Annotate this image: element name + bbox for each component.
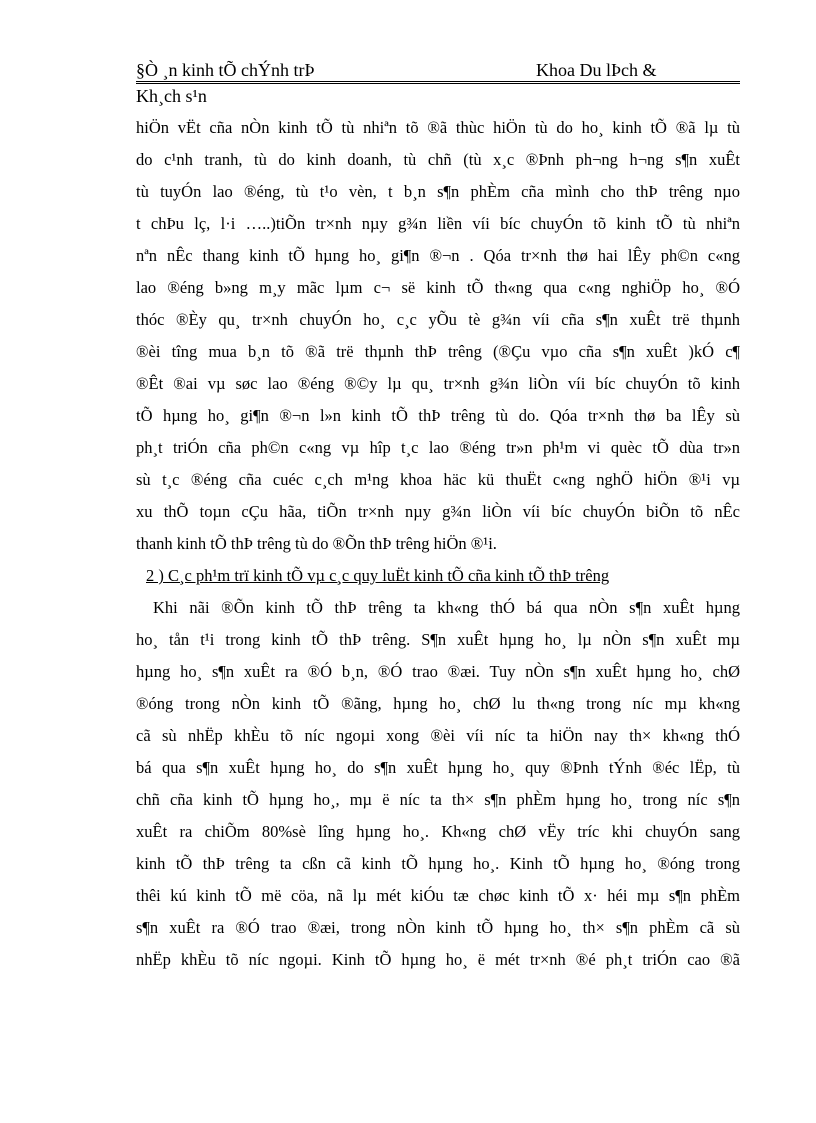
text-line: xu thÕ toµn cÇu hãa, tiÕn tr×nh nµy g¾n liÒn víi bíc chuyÓn biÕn tõ nÊc (136, 502, 740, 521)
text-line: bá qua s¶n xuÊt hµng ho¸ do s¶n xuÊt hµng ho¸ quy ®Þnh tÝnh ®éc lËp, tù (136, 758, 740, 777)
text-line: ®óng trong nÒn kinh tÕ ®ãng, hµng ho¸ chØ lu th«ng trong níc mµ kh«ng (136, 694, 740, 713)
text-line: ®èi tîng mua b¸n tõ ®ã trë thµnh thÞ trêng (®Çu vµo cña s¶n xuÊt )kÓ c¶ (136, 342, 740, 361)
text-line: do c¹nh tranh, tù do kinh doanh, tù chñ (tù x¸c ®Þnh ph¬ng h¬ng s¶n xuÊt (136, 150, 740, 169)
text-line: hiÖn vËt cña nÒn kinh tÕ tù nhiªn tõ ®ã thùc hiÖn tù do ho¸ kinh tÕ ®ã lµ tù (136, 118, 740, 137)
text-line: ®Êt ®ai vµ søc lao ®éng ®©y lµ qu¸ tr×nh g¾n liÒn víi bíc chuyÓn tõ kinh (136, 374, 740, 393)
header-department: Khoa Du lÞch & (536, 60, 657, 80)
text-line: thanh kinh tÕ thÞ trêng tù do ®Õn thÞ trêng hiÖn ®¹i. (136, 534, 497, 553)
text-line: nªn nÊc thang kinh tÕ hµng ho¸ gi¶n ®¬n . Qóa tr×nh thø hai lÊy ph©n c«ng (136, 246, 740, 265)
text-line: tù tuyÓn lao ®éng, tù t¹o vèn, t b¸n s¶n phÈm cña mình cho thÞ trêng nµo (136, 182, 740, 201)
text-line: tÕ hµng ho¸ gi¶n ®¬n l»n kinh tÕ thÞ trêng tù do. Qóa tr×nh thø ba lÊy sù (136, 406, 740, 425)
text-line: t chÞu lç, l·i …..)tiÕn tr×nh nµy g¾n liền víi bíc chuyÓn tõ kinh tÕ tù nhiªn (136, 214, 740, 233)
text-line: hµng ho¸ s¶n xuÊt ra ®Ó b¸n, ®Ó trao ®æi. Tuy nÒn s¶n xuÊt hµng ho¸ chØ (136, 662, 740, 681)
text-line: ho¸ tån t¹i trong kinh tÕ thÞ trêng. S¶n xuÊt hµng ho¸ lµ nÒn s¶n xuÊt mµ (136, 630, 740, 649)
text-line: thêi kú kinh tÕ më cöa, nã lµ mét kiÓu tæ chøc kinh tÕ x· héi mµ s¶n phÈm (136, 886, 740, 905)
text-line: nhËp khÈu tõ níc ngoµi. Kinh tÕ hµng ho¸ ë mét tr×nh ®é ph¸t triÓn cao ®ã (136, 950, 740, 969)
text-line: cã sù nhËp khÈu tõ níc ngoµi xong ®èi víi níc ta hiÖn nay th× kh«ng thÓ (136, 726, 740, 745)
text-line: thóc ®Èy qu¸ tr×nh chuyÓn ho¸ c¸c yÕu tè g¾n víi cña s¶n xuÊt trë thµnh (136, 310, 740, 329)
text-line: chñ cña kinh tÕ hµng ho¸, mµ ë níc ta th× s¶n phÈm hµng ho¸ trong níc s¶n (136, 790, 740, 809)
header-department-continued: Kh¸ch s¹n (136, 86, 207, 106)
text-line: kinh tÕ thÞ trêng ta cßn cã kinh tÕ hµng ho¸. Kinh tÕ hµng ho¸ ®óng trong (136, 854, 740, 873)
header-rule-second (136, 83, 740, 84)
paragraph-first-line: Khi nãi ®Õn kinh tÕ thÞ trêng ta kh«ng thÓ bá qua nÒn s¶n xuÊt hµng (153, 598, 740, 617)
header-title: §Ò ¸n kinh tÕ chÝnh trÞ (136, 60, 315, 80)
text-line: lao ®éng b»ng m¸y mãc lµm c¬ së kinh tÕ th«ng qua c«ng nghiÖp ho¸ ®Ó (136, 278, 740, 297)
text-line: ph¸t triÓn cña ph©n c«ng vµ hîp t¸c lao ®éng tr»n ph¹m vi quèc tÕ dùa tr»n (136, 438, 740, 457)
text-line: s¶n xuÊt ra ®Ó trao ®æi, trong nÒn kinh tÕ hµng ho¸ th× s¶n phÈm cã sù (136, 918, 740, 937)
text-line: xuÊt ra chiÕm 80%sè lîng hµng ho¸. Kh«ng chØ vËy tríc khi chuyÓn sang (136, 822, 740, 841)
header-rule (136, 81, 740, 82)
section-heading: 2 ) C¸c ph¹m trï kinh tÕ vµ c¸c quy luËt kinh tÕ cña kinh tÕ thÞ trêng (146, 566, 610, 585)
text-line: sù t¸c ®éng cña cuéc c¸ch m¹ng khoa häc kü thuËt c«ng nghÖ hiÖn ®¹i vµ (136, 470, 740, 489)
body-text (136, 112, 740, 976)
